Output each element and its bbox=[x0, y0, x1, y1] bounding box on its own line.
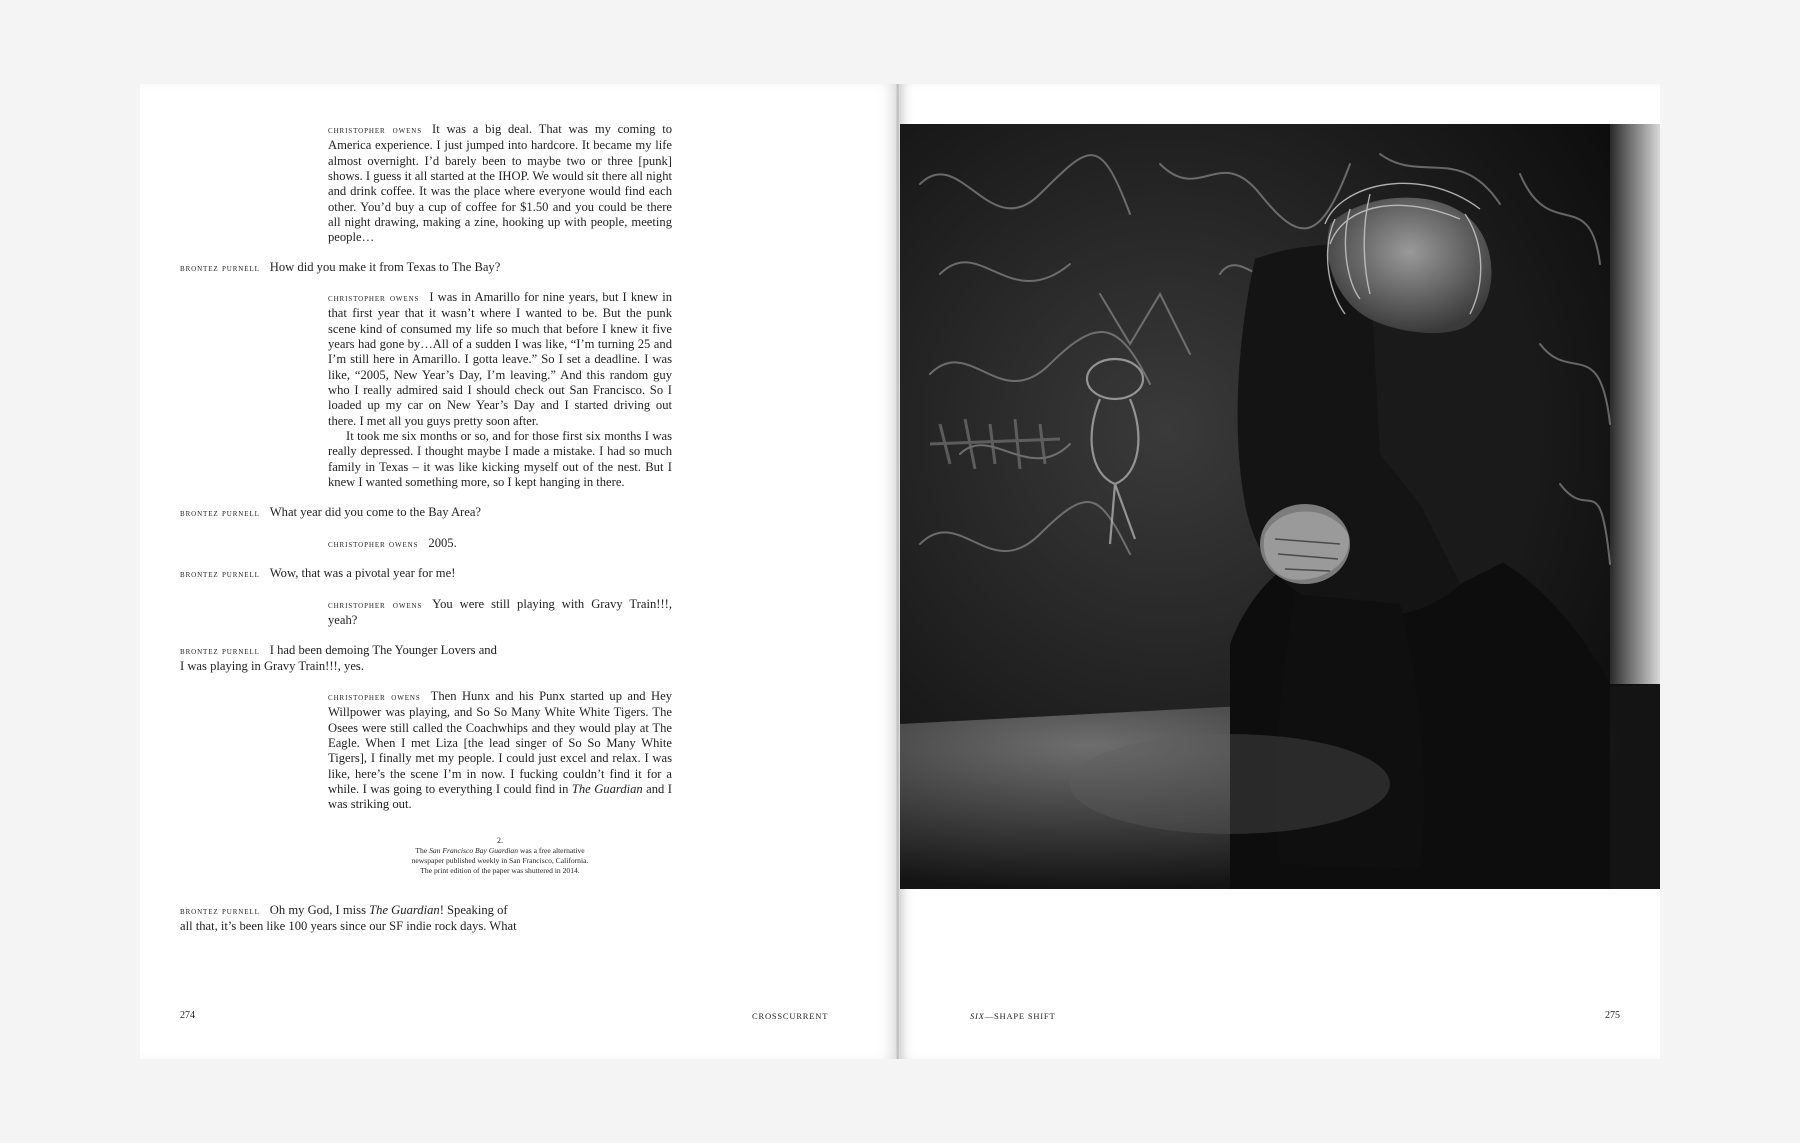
interview-question-purnell-2 bbox=[180, 505, 550, 521]
answer-text: I was in Amarillo for nine years, but I knew in that first year that it wasn’t where I wanted to be. But the punk scene kind of consumed my life so much that before I knew it five years had gone by…All of a sudden I was like, “I’m turning 25 and I’m still here in Amarillo. I gotta leave.” So I set a deadline. I was like, “2005, New Year’s Day, I’m leaving.” And this random guy who I really admired said I should check out San Francisco. So I loaded up my car on New Year’s Day and I started driving out there. I met all you guys pretty soon after. bbox=[328, 290, 672, 428]
speaker-label: christopher owens bbox=[328, 125, 423, 136]
answer-text: It was a big deal. That was my coming to America experience. I just jumped into hardcore. It became my life almost overnight. I’d barely been to maybe two or three [punk] shows. I guess it all started at the IHOP. We would sit there all night and drink coffee. It was the place where everyone would find each other. You’d buy a cup of coffee for $1.50 and you could be there all night drawing, making a zine, hooking up with people, meeting people… bbox=[328, 122, 672, 245]
interview-question-purnell-4 bbox=[180, 643, 580, 675]
footnote-text: The bbox=[415, 846, 430, 855]
interview-answer-owens-1 bbox=[328, 122, 672, 246]
running-head-issue: SIX bbox=[970, 1011, 985, 1021]
answer-text: You were still playing with Gravy Train!!!, yeah? bbox=[328, 597, 672, 628]
question-text: How did you make it from Texas to The Bay? bbox=[269, 260, 501, 274]
answer-paragraph bbox=[328, 597, 672, 629]
speaker-label: christopher owens bbox=[328, 539, 419, 550]
question-text: I had been demoing The Younger Lovers and bbox=[269, 643, 497, 657]
question-text: Oh my God, I miss bbox=[269, 903, 370, 917]
answer-paragraph bbox=[328, 536, 672, 552]
question-text: Wow, that was a pivotal year for me! bbox=[269, 566, 456, 580]
question-line: all that, it’s been like 100 years since our SF indie rock days. What bbox=[180, 919, 517, 934]
answer-text: 2005. bbox=[428, 536, 457, 550]
running-head-left: CROSSCURRENT bbox=[752, 1011, 829, 1021]
question-line bbox=[180, 903, 600, 919]
answer-paragraph bbox=[328, 689, 672, 813]
answer-text-end: and I was striking out. bbox=[328, 782, 672, 812]
publication-title: The Guardian bbox=[369, 903, 440, 917]
running-head-right bbox=[970, 1011, 1055, 1021]
question-text: What year did you come to the Bay Area? bbox=[269, 505, 481, 519]
page-number-left: 274 bbox=[180, 1010, 195, 1021]
interview-question-purnell-1 bbox=[180, 260, 550, 276]
answer-paragraph bbox=[328, 122, 672, 246]
speaker-label: brontez purnell bbox=[180, 906, 260, 917]
speaker-label: christopher owens bbox=[328, 293, 420, 304]
interview-answer-owens-3 bbox=[328, 536, 672, 552]
interview-answer-owens-2 bbox=[328, 290, 672, 490]
footnote-line: The print edition of the paper was shuttered in 2014. bbox=[420, 866, 580, 875]
footnote-title: San Francisco Bay Guardian bbox=[429, 846, 519, 855]
speaker-label: brontez purnell bbox=[180, 569, 260, 580]
interview-question-purnell-5 bbox=[180, 903, 600, 935]
footnote-text: was a free alternative bbox=[518, 846, 585, 855]
question-line: I was playing in Gravy Train!!!, yes. bbox=[180, 659, 364, 674]
interview-answer-owens-4 bbox=[328, 597, 672, 629]
speaker-label: christopher owens bbox=[328, 600, 423, 611]
speaker-label: brontez purnell bbox=[180, 263, 260, 274]
page-number-right: 275 bbox=[1605, 1010, 1620, 1021]
answer-paragraph: It took me six months or so, and for those first six months I was really depressed. I thought maybe I made a mistake. I had so much family in Texas – it was like kicking myself out of the nest. But I knew I wanted something more, so I kept hanging in there. bbox=[328, 429, 672, 490]
publication-title: The Guardian bbox=[571, 782, 643, 797]
speaker-label: brontez purnell bbox=[180, 508, 260, 519]
interview-answer-owens-5 bbox=[328, 689, 672, 813]
interview-question-purnell-3 bbox=[180, 566, 550, 582]
footnote-number: 2. bbox=[497, 836, 503, 845]
answer-text: Then Hunx and his Punx started up and Hey Willpower was playing, and So So Many White White Tigers. The Osees were still called the Coachwhips and they would play at The Eagle. When I met Liza [the lead singer of So So Many White Tigers], I finally met my people. I could just excel and relax. I was like, here’s the scene I’m in now. I fucking couldn’t find it for a while. I was going to everything I could find in bbox=[328, 689, 672, 797]
footnote-line: newspaper published weekly in San Francisco, California. bbox=[411, 856, 589, 865]
footnote bbox=[405, 836, 595, 876]
question-text: ! Speaking of bbox=[439, 903, 508, 917]
running-head-title: —SHAPE SHIFT bbox=[984, 1011, 1056, 1021]
portrait-photo-icon bbox=[900, 124, 1660, 889]
speaker-label: brontez purnell bbox=[180, 646, 260, 657]
question-line bbox=[180, 643, 580, 659]
speaker-label: christopher owens bbox=[328, 692, 421, 703]
portrait-photo bbox=[900, 124, 1660, 889]
answer-paragraph bbox=[328, 290, 672, 429]
footnote-line bbox=[405, 846, 595, 856]
